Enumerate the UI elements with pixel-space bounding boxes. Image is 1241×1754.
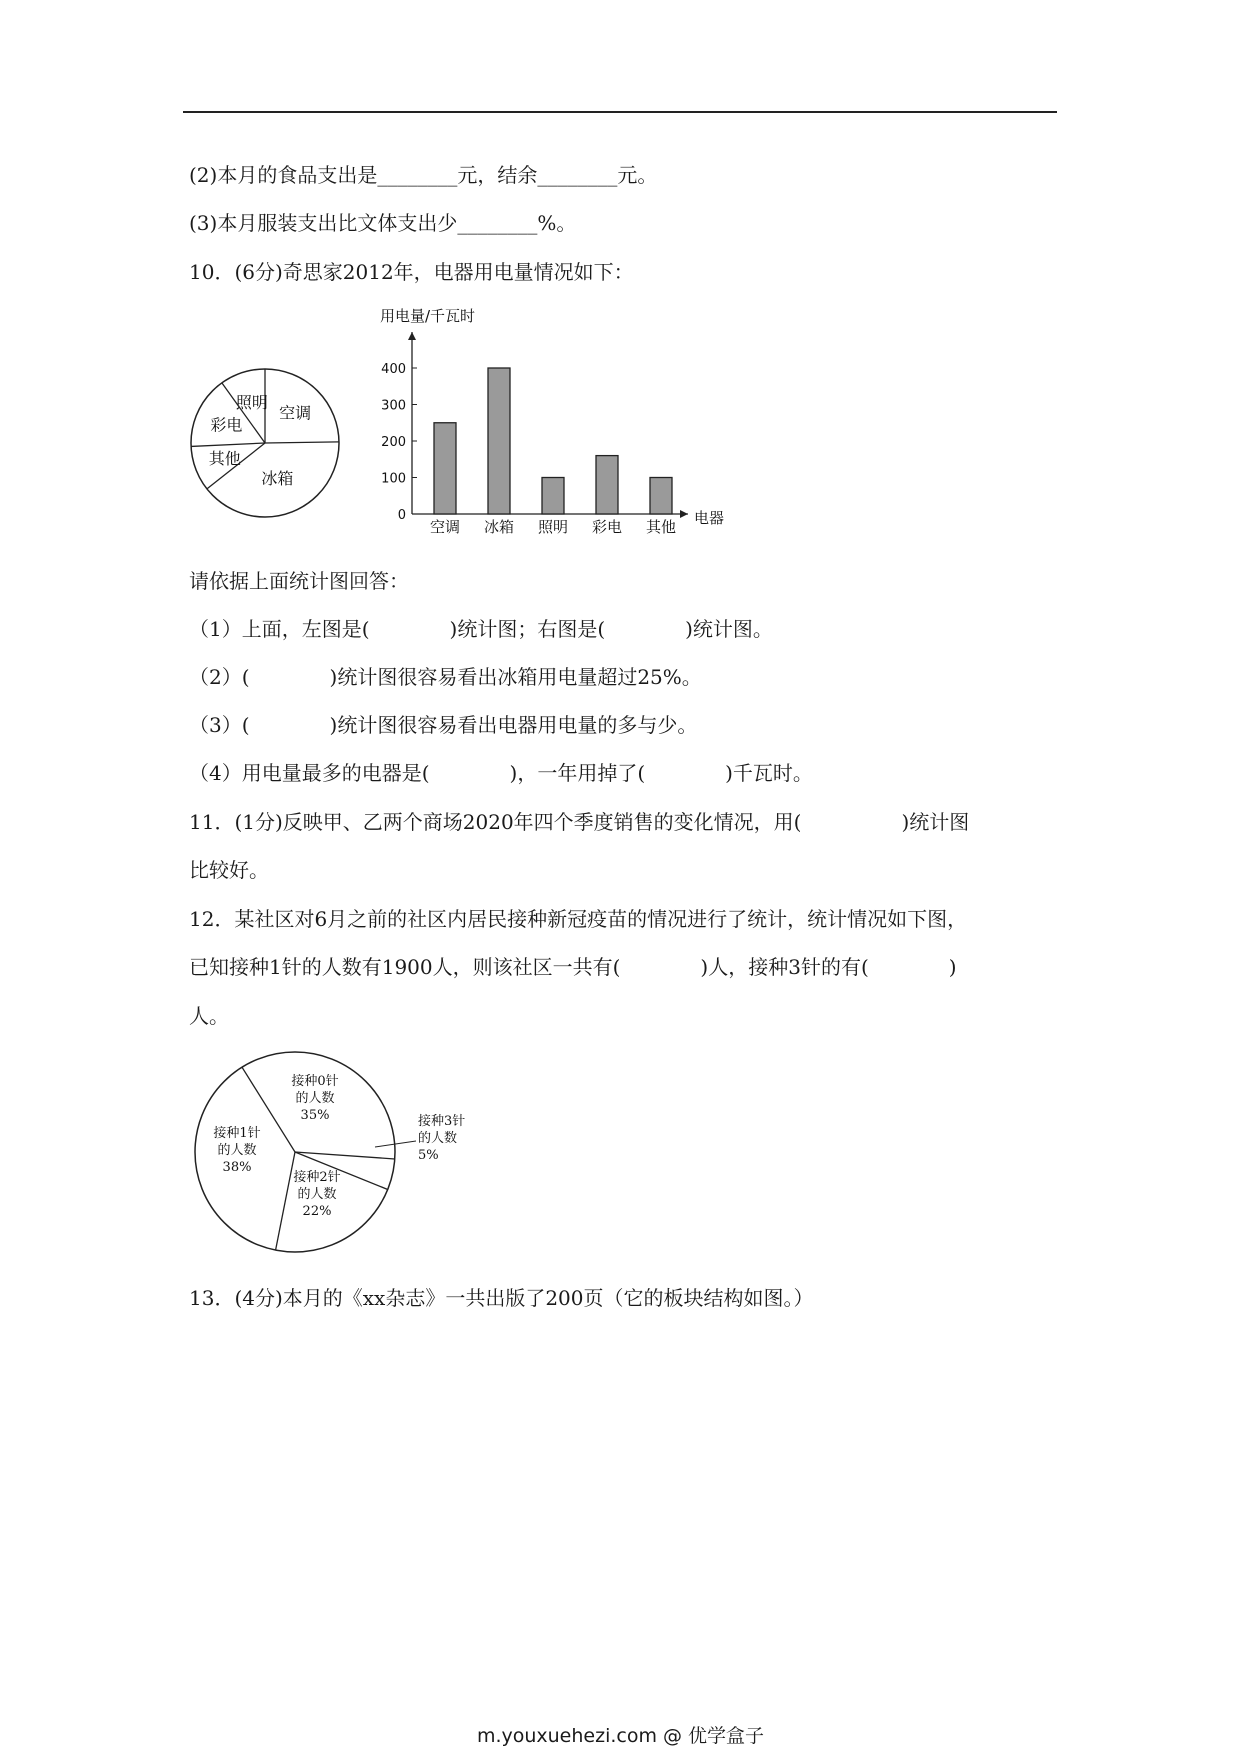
pie2-label-line: 的人数 <box>217 1143 257 1158</box>
pie1-slice-divider <box>191 443 265 446</box>
question-11-line-2: 比较好。 <box>189 858 269 882</box>
bar-x-axis-arrow <box>680 510 688 518</box>
bar-category-label: 空调 <box>429 518 461 536</box>
question-10-part-1: （1）上面，左图是( )统计图；右图是( )统计图。 <box>189 617 773 641</box>
pie1-slice-label: 其他 <box>208 449 241 469</box>
pie2-slice-label <box>213 1125 260 1175</box>
pie2-slice-label <box>418 1113 465 1163</box>
pie1-slice-label: 冰箱 <box>261 468 294 488</box>
pie1-slice-label: 彩电 <box>210 415 243 435</box>
question-9-part-3: (3)本月服装支出比文体支出少________%。 <box>189 211 577 235</box>
bar-y-tick-label: 0 <box>397 508 406 523</box>
pie2-label-line: 接种1针 <box>213 1126 261 1141</box>
question-13: 13．(4分)本月的《xx杂志》一共出版了200页（它的板块结构如图。） <box>189 1286 814 1310</box>
pie2-slice-label <box>291 1073 338 1123</box>
bar-chart-xlabel: 电器 <box>694 509 725 527</box>
question-10-part-2: （2）( )统计图很容易看出冰箱用电量超过25%。 <box>189 665 702 689</box>
pie2-slice-divider <box>276 1152 295 1250</box>
appliance-bar-chart <box>370 302 740 547</box>
pie2-label-line: 接种3针 <box>418 1114 466 1129</box>
question-10-part-4: （4）用电量最多的电器是( )，一年用掉了( )千瓦时。 <box>189 761 813 785</box>
question-10-part-3: （3）( )统计图很容易看出电器用电量的多与少。 <box>189 713 698 737</box>
pie2-label-line: 38% <box>222 1160 252 1175</box>
question-12-line-1: 12．某社区对6月之前的社区内居民接种新冠疫苗的情况进行了统计，统计情况如下图， <box>189 907 968 931</box>
question-11-line-1: 11．(1分)反映甲、乙两个商场2020年四个季度销售的变化情况，用( )统计图 <box>189 810 970 834</box>
appliance-pie-chart <box>185 363 345 523</box>
question-10-prompt: 请依据上面统计图回答： <box>189 569 409 593</box>
vaccination-pie-chart <box>190 1047 490 1257</box>
pie2-label-line: 接种2针 <box>293 1170 341 1185</box>
bar-category-label: 彩电 <box>591 518 623 536</box>
bar-4 <box>596 456 618 514</box>
bar-category-label: 照明 <box>537 518 569 536</box>
pie1-slice-label: 照明 <box>235 393 268 413</box>
pie1-slice-divider <box>265 442 339 443</box>
pie1-slice-label: 空调 <box>279 403 312 423</box>
pie2-label-line: 的人数 <box>297 1187 337 1202</box>
bar-5 <box>650 478 672 515</box>
pie2-slice-label <box>293 1169 340 1219</box>
bar-y-tick-label: 400 <box>381 362 406 377</box>
header-rule <box>183 111 1057 113</box>
bar-y-tick-label: 200 <box>381 435 406 450</box>
bar-y-axis-arrow <box>408 332 416 340</box>
pie2-label-line: 5% <box>418 1148 439 1163</box>
bar-y-tick-label: 100 <box>381 471 406 487</box>
pie2-label-line: 35% <box>300 1108 330 1123</box>
bar-chart-ylabel: 用电量/千瓦时 <box>380 307 476 325</box>
bar-y-tick-label: 300 <box>381 398 406 414</box>
pie2-label-line: 的人数 <box>295 1091 335 1106</box>
pie2-label-line: 的人数 <box>418 1131 458 1146</box>
question-12-line-3: 人。 <box>189 1004 229 1028</box>
bar-2 <box>488 368 510 514</box>
pie2-label-line: 22% <box>302 1204 332 1219</box>
bar-1 <box>434 423 456 514</box>
question-12-line-2: 已知接种1针的人数有1900人，则该社区一共有( )人，接种3针的有( ) <box>189 955 957 979</box>
bar-category-label: 其他 <box>645 518 677 536</box>
pie2-label-line: 接种0针 <box>291 1074 339 1089</box>
bar-3 <box>542 478 564 515</box>
bar-category-label: 冰箱 <box>483 518 515 536</box>
page-footer: m.youxuehezi.com @ 优学盒子 <box>476 1725 765 1747</box>
question-9-part-2: (2)本月的食品支出是________元，结余________元。 <box>189 163 658 187</box>
question-10-title: 10．(6分)奇思家2012年，电器用电量情况如下： <box>189 260 634 284</box>
